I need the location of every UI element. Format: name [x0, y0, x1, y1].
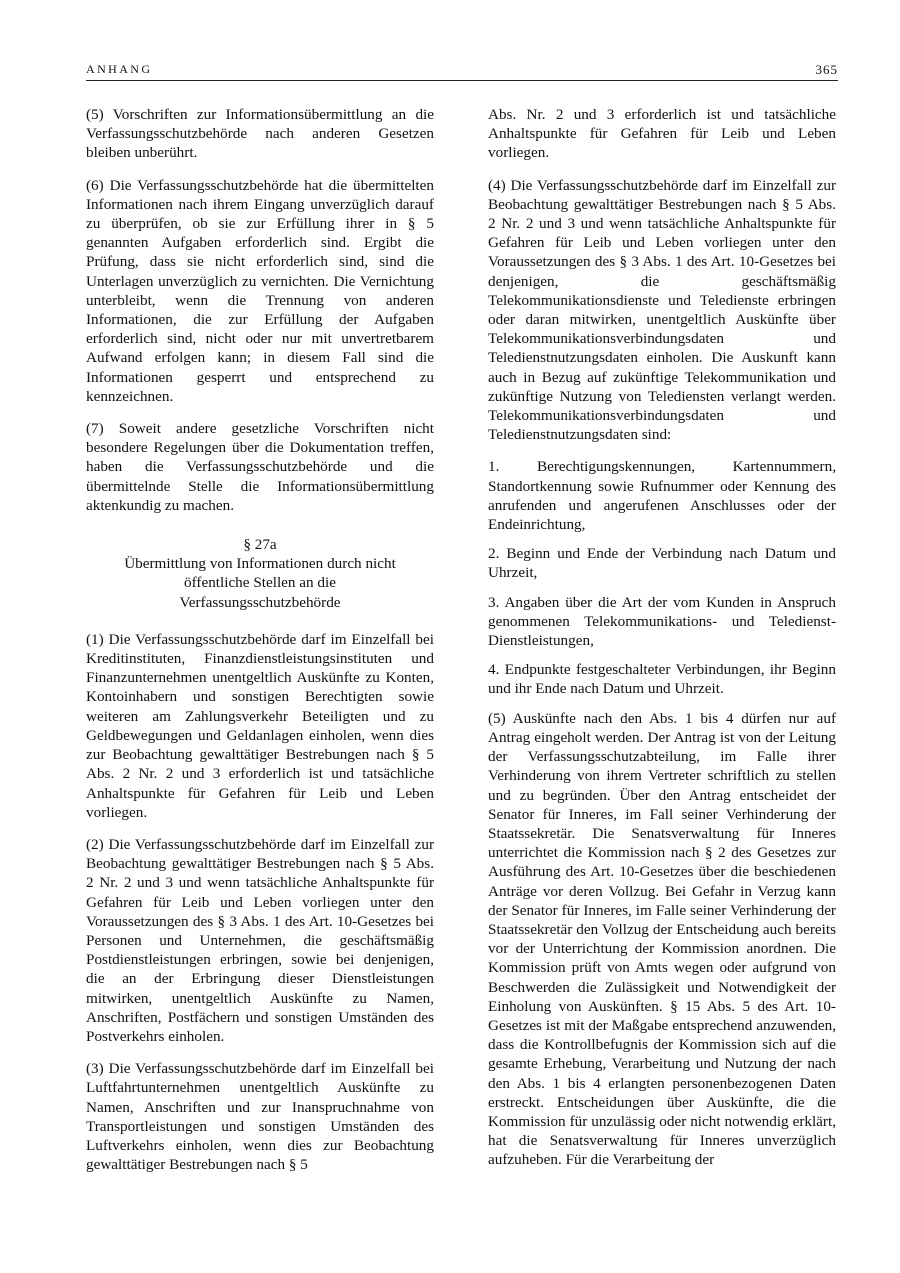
- section-title-line-2: öffentliche Stellen an die: [184, 574, 336, 592]
- list-item-1: 1. Berechtigungskennungen, Kartennummern, Standortkennung sowie Rufnummer oder Kennung des anrufenden und angerufenen Anschlusses oder der Endeinrichtung,: [488, 458, 836, 534]
- right-column: [488, 105, 836, 1183]
- running-header: [86, 62, 838, 81]
- section-paragraph-3-continued: Abs. Nr. 2 und 3 erforderlich ist und tatsächliche Anhaltspunkte für Gefahren für Leib und Leben vorliegen.: [488, 106, 836, 162]
- section-heading: [86, 535, 434, 612]
- section-paragraph-2: (2) Die Verfassungsschutzbehörde darf im Einzelfall zur Beobachtung gewalttätiger Bestrebungen nach § 5 Abs. 2 Nr. 2 und 3 und wenn tatsächliche Anhaltspunkte für Gefahren für Leib und Leben vorliegen unter den Voraussetzungen des § 3 Abs. 1 des Art. 10-Gesetzes bei Personen und Unternehmen, die geschäftsmäßig Postdienstleistungen erbringen, sowie bei denjenigen, die an der Erbringung dieser Dienstleistungen mitwirken, unentgeltlich Auskünfte zu Namen, Anschriften, Postfächern und sonstigen Umständen des Postverkehrs einholen.: [86, 835, 434, 1045]
- list-item-3: 3. Angaben über die Art der vom Kunden in Anspruch genommenen Telekommunikations- und Teledienst-Dienstleistungen,: [488, 593, 836, 650]
- paragraph-6: (6) Die Verfassungsschutzbehörde hat die übermittelten Informationen nach ihrem Eingang unverzüglich darauf zu überprüfen, ob sie zur Erfüllung ihrer in § 5 genannten Aufgaben erforderlich sind. Ergibt die Prüfung, dass sie nicht erforderlich sind, sind die Unterlagen unverzüglich zu vernichten. Die Vernichtung unterbleibt, wenn die Trennung von anderen Informationen, die zur Erfüllung der Aufgaben erforderlich sind, nicht oder nur mit unvertretbarem Aufwand erfolgen kann; in diesem Fall sind die Informationen gesperrt und entsprechend zu kennzeichnen.: [86, 176, 434, 405]
- section-paragraph-4: (4) Die Verfassungsschutzbehörde darf im Einzelfall zur Beobachtung gewalttätiger Bestrebungen nach § 5 Abs. 2 Nr. 2 und 3 und wenn tatsächliche Anhaltspunkte für Gefahren für Leib und Leben vorliegen unter den Voraussetzungen des § 3 Abs. 1 des Art. 10-Gesetzes bei denjenigen, die geschäftsmäßig Telekommunikationsdienste und Teledienste erbringen oder daran mitwirken, unentgeltlich Auskünfte über Telekommunikationsverbindungsdaten und Teledienstnutzungsdaten einholen. Die Auskunft kann auch in Bezug auf zukünftige Telekommunikation und zukünftige Nutzung von Telediensten verlangt werden. Telekommunikationsverbindungsdaten und Teledienstnutzungsdaten sind:: [488, 176, 836, 444]
- left-column: [86, 105, 434, 1187]
- section-paragraph-5: (5) Auskünfte nach den Abs. 1 bis 4 dürfen nur auf Antrag eingeholt werden. Der Antrag ist von der Leitung der Verfassungsschutzabteilung, im Falle ihrer Verhinderung von ihrem Vertreter schriftlich zu stellen und zu begründen. Über den Antrag entscheidet der Senator für Inneres, im Fall seiner Verhinderung der Staatssekretär. Die Senatsverwaltung für Inneres unterrichtet die Kommission nach § 2 des Gesetzes zur Ausführung des Art. 10-Gesetzes über die beschiedenen Anträge vor deren Vollzug. Bei Gefahr in Verzug kann der Senator für Inneres, im Falle seiner Verhinderung der Staatssekretär den Vollzug der Entscheidung auch bereits vor der Unterrichtung der Kommission anordnen. Die Kommission prüft von Amts wegen oder aufgrund von Beschwerden die Zulässigkeit und Notwendigkeit der Einholung von Auskünften. § 15 Abs. 5 des Art. 10-Gesetzes ist mit der Maßgabe entsprechend anzuwenden, dass die Kontrollbefugnis der Kommission sich auf die gesamte Erhebung, Verarbeitung und Nutzung der nach den Abs. 1 bis 4 erlangten personenbezogenen Daten erstreckt. Entscheidungen über Auskünfte, die die Kommission für unzulässig oder nicht notwendig erklärt, hat die Senatsverwaltung für Inneres unverzüglich aufzuheben. Für die Verarbeitung der: [488, 709, 836, 1169]
- paragraph-5: (5) Vorschriften zur Informationsübermittlung an die Verfassungsschutzbehörde nach anderen Gesetzen bleiben unberührt.: [86, 106, 434, 162]
- page-number: 365: [815, 62, 838, 77]
- section-number: § 27a: [243, 536, 277, 554]
- list-item-2: 2. Beginn und Ende der Verbindung nach Datum und Uhrzeit,: [488, 545, 836, 582]
- section-paragraph-3: (3) Die Verfassungsschutzbehörde darf im Einzelfall bei Luftfahrtunternehmen unentgeltlich Auskünfte zu Namen, Anschriften und zur Inanspruchnahme von Transportleistungen und sonstigen Umständen des Luftverkehrs einholen, wenn dies zur Beobachtung gewalttätiger Bestrebungen nach § 5: [86, 1060, 434, 1174]
- section-title-line-3: Verfassungsschutzbehörde: [179, 593, 341, 611]
- paragraph-7: (7) Soweit andere gesetzliche Vorschriften nicht besondere Regelungen über die Dokumentation treffen, haben die Verfassungsschutzbehörde und die übermittelnde Stelle die Informationsübermittlung aktenkundig zu machen.: [86, 420, 434, 514]
- list-item-4: 4. Endpunkte festgeschalteter Verbindungen, ihr Beginn und ihr Ende nach Datum und Uhrzeit.: [488, 661, 836, 698]
- header-title: ANHANG: [86, 62, 153, 76]
- section-title-line-1: Übermittlung von Informationen durch nicht: [124, 555, 396, 573]
- section-paragraph-1: (1) Die Verfassungsschutzbehörde darf im Einzelfall bei Kreditinstituten, Finanzdienstleistungsinstituten und Finanzunternehmen unentgeltlich Auskünfte zu Konten, Kontoinhabern und sonstigen Berechtigten sowie weiteren am Zahlungsverkehr Beteiligten und zu Geldbewegungen und Geldanlagen einholen, wenn dies zur Beobachtung gewalttätiger Bestrebungen nach § 5 Abs. 2 Nr. 2 und 3 erforderlich ist und tatsächliche Anhaltspunkte für Gefahren für Leib und Leben vorliegen.: [86, 630, 434, 821]
